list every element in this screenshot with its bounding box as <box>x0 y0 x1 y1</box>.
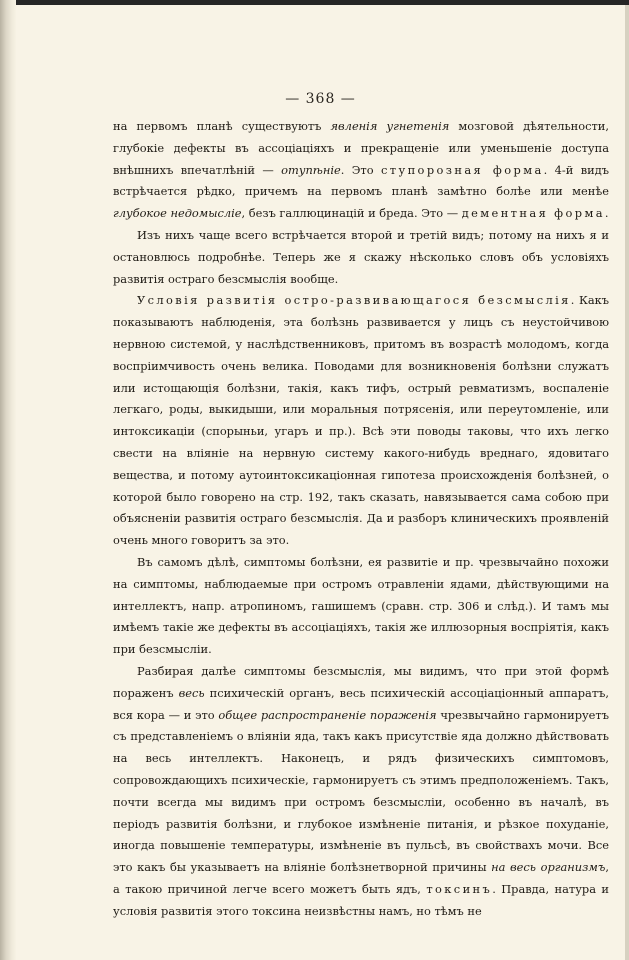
text-run: . 4-й видъ встрѣчается рѣдко, причемъ на первомъ планѣ замѣтно болѣе или менѣе <box>113 162 609 199</box>
paragraph <box>113 116 609 225</box>
italic-emphasis: глубокое недомысліе <box>113 206 242 221</box>
spaced-emphasis: дементная форма <box>461 206 605 221</box>
body-text <box>113 116 609 922</box>
page-number: — 368 — <box>285 91 356 107</box>
text-run: . <box>604 206 609 221</box>
text-run: Изъ нихъ чаще всего встрѣчается второй и третій видъ; потому на нихъ я и остановлюсь подробнѣе. Теперь же я скажу нѣсколько словъ объ условіяхъ развитія остраго безсмыслія вообще. <box>113 227 609 286</box>
paragraph <box>113 225 609 290</box>
italic-emphasis: весь <box>178 685 205 700</box>
paragraph <box>113 290 609 552</box>
spaced-emphasis: ступорозная форма <box>380 162 544 177</box>
text-run: мозговой дѣятельности, глубокіе дефекты въ ассоціаціяхъ и прекращеніе или уменьшеніе доступа внѣшнихъ впечатлѣній — <box>113 119 610 177</box>
text-run: чрезвычайно гармонируетъ съ представленіемъ о вліяніи яда, такъ какъ присутствіе яда должно дѣйствовать на весь интеллектъ. Наконецъ, и рядъ физическихъ симптомовъ, сопровождающихъ психическіе, гармонируетъ съ этимъ предположеніемъ. Такъ, почти всегда мы видимъ при остромъ безсмысліи, особенно въ началѣ, въ періодъ развитія болѣзни, и глубокое измѣненіе питанія, и рѣзкое похуданіе, иногда повышеніе температуры, измѣненіе въ пульсѣ, въ свойствахъ мочи. Все это какъ бы указываетъ на вліяніе болѣзнетворной причины <box>113 707 609 875</box>
text-run: , безъ галлюцинацій и бреда. Это — <box>241 206 462 221</box>
book-gutter <box>0 0 16 960</box>
text-run: Въ самомъ дѣлѣ, симптомы болѣзни, ея развитіе и пр. чрезвычайно похожи на симптомы, наблюдаемые при остромъ отравленіи ядами, дѣйствующими на интеллектъ, напр. атропиномъ, гашишемъ (сравн. стр. 306 и слѣд.). И тамъ мы имѣемъ такіе же дефекты въ ассоціаціяхъ, такія же иллюзорныя воспріятія, какъ при безсмысліи. <box>113 554 609 657</box>
text-run: . Это <box>340 162 381 177</box>
italic-emphasis: общее распространеніе пораженія <box>218 707 437 722</box>
italic-emphasis: явленія угнетенія <box>330 119 450 133</box>
text-run: Разбирая далѣе симптомы безсмыслія, мы видимъ, что при этой формѣ пораженъ <box>113 663 609 700</box>
scan-right-edge <box>625 5 629 960</box>
paragraph <box>113 552 609 661</box>
italic-emphasis: на весь организмъ <box>491 860 606 875</box>
text-run: , а такою причиной легче всего можетъ быть ядъ, <box>113 860 609 896</box>
italic-emphasis: отупѣніе <box>281 162 341 177</box>
spaced-emphasis: токсинъ <box>426 881 493 896</box>
paragraph <box>113 661 609 923</box>
spaced-emphasis: Условія развитія остро-развивающагося безсмыслія <box>137 293 571 308</box>
text-run: . Правда, натура и условія развитія этого токсина неизвѣстны намъ, но тѣмъ не <box>113 881 609 918</box>
text-run: психическій органъ, весь психическій ассоціаціонный аппаратъ, вся кора — и это <box>113 685 609 722</box>
text-run: . Какъ показываютъ наблюденія, эта болѣзнь развивается у лицъ съ неустойчивою нервною системой, у наслѣдственниковъ, притомъ въ возрастѣ молодомъ, когда воспріимчивость очень велика. Поводами для возникновенія болѣзни служатъ или истощающія болѣзни, такія, какъ тифъ, острый ревматизмъ, воспаленіе легкаго, роды, выкидыши, или моральныя потрясенія, или переутомленіе, или интоксикаціи (спорыньи, угаръ и пр.). Всѣ эти поводы таковы, что ихъ легко свести на вліяніе на нервную систему какого-нибудь вреднаго, ядовитаго вещества, и потому аутоинтоксикаціонная гипотеза происхожденія болѣзней, о которой было говорено на стр. 192, такъ сказать, навязывается сама собою при объясненіи развитія остраго безсмыслія. Да и разборъ клиническихъ проявленій очень много говоритъ за это. <box>113 293 609 548</box>
text-run: на первомъ планѣ существуютъ <box>113 119 331 133</box>
